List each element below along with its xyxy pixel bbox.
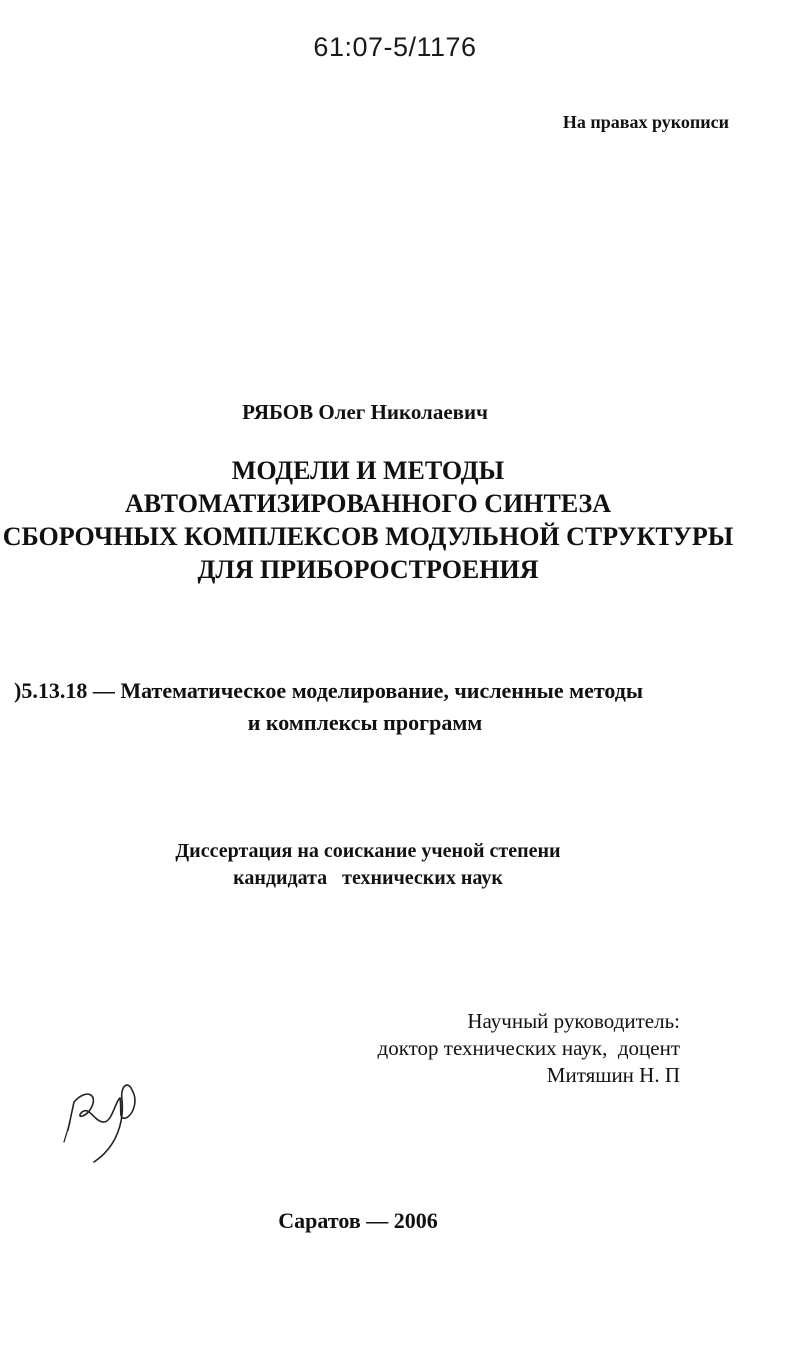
specialty-code-line: )5.13.18 — Математическое моделирование, численные методы	[14, 678, 644, 703]
advisor-label: Научный руководитель:	[467, 1009, 680, 1033]
advisor-name: Митяшин Н. П	[546, 1063, 680, 1087]
degree-line: кандидата технических наук	[233, 867, 503, 889]
author-name: РЯБОВ Олег Николаевич	[242, 400, 488, 424]
scientific-advisor	[378, 1008, 680, 1089]
archive-stamp: 61:07-5/1176	[313, 32, 477, 62]
degree-line: Диссертация на соискание ученой степени	[175, 840, 561, 862]
city-year: Саратов — 2006	[278, 1208, 438, 1233]
rights-notice: На правах рукописи	[562, 112, 729, 132]
dissertation-title	[0, 454, 736, 586]
handwritten-signature	[60, 1060, 150, 1170]
title-line: СБОРОЧНЫХ КОМПЛЕКСОВ МОДУЛЬНОЙ СТРУКТУРЫ	[2, 522, 734, 551]
specialty-continuation: и комплексы программ	[247, 710, 483, 735]
degree-statement	[0, 838, 736, 892]
title-line: ДЛЯ ПРИБОРОСТРОЕНИЯ	[197, 555, 539, 584]
title-line: МОДЕЛИ И МЕТОДЫ	[231, 456, 505, 485]
title-line: АВТОМАТИЗИРОВАННОГО СИНТЕЗА	[125, 489, 611, 518]
advisor-degree: доктор технических наук, доцент	[377, 1036, 680, 1060]
